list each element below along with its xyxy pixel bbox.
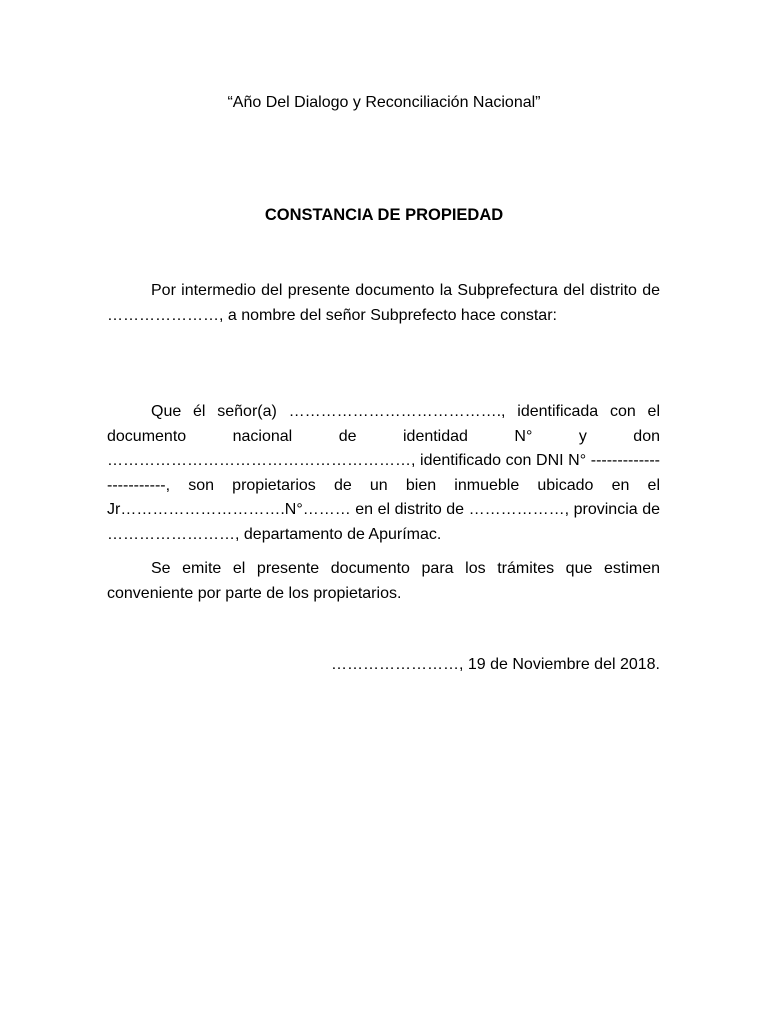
purpose-paragraph: Se emite el presente documento para los trámites que estimen conveniente por parte de los propietarios. bbox=[107, 560, 660, 602]
date-line: ……………………, 19 de Noviembre del 2018. bbox=[330, 656, 660, 673]
document-motto: “Año Del Dialogo y Reconciliación Nacional” bbox=[227, 94, 541, 111]
document-title: CONSTANCIA DE PROPIEDAD bbox=[264, 206, 504, 224]
ownership-paragraph: Que él señor(a) …………………………………., identificada con el documento nacional de identidad N° y don …………………………………………………, identificado con DNI N° ------------------------, son propietarios de un bien inmueble ubicado en el Jr………………………….N°……… en el distrito de ………………, provincia de ……………………, departamento de Apurímac. bbox=[107, 403, 660, 543]
intro-paragraph: Por intermedio del presente documento la Subprefectura del distrito de …………………, a nombre del señor Subprefecto hace constar: bbox=[107, 282, 660, 324]
